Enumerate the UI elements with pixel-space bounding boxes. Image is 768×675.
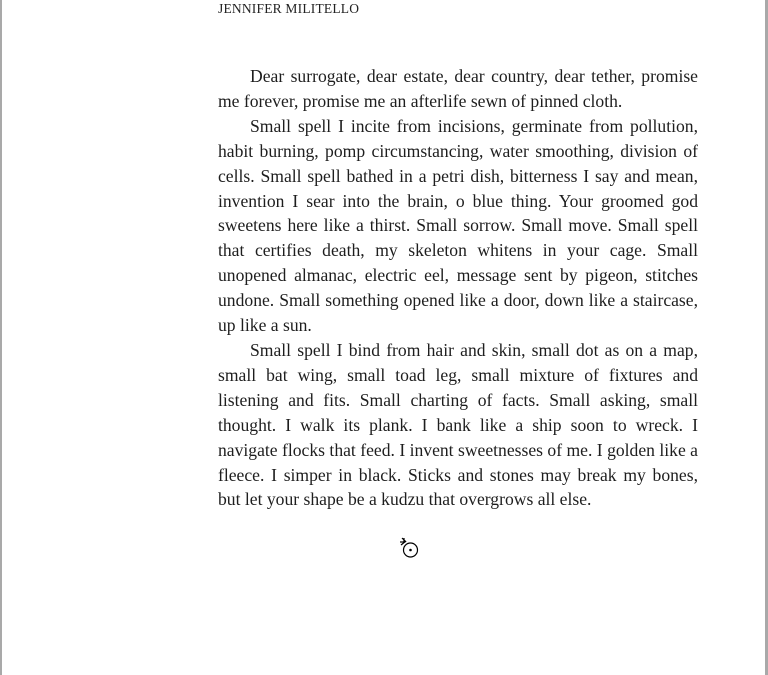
paragraph-1: Dear surrogate, dear estate, dear country, dear tether, promise me forever, promise me an afterlife sewn of pinned cloth. [218, 66, 698, 111]
poem-body [218, 64, 698, 512]
busy-pointer-icon-svg [398, 537, 422, 561]
running-head: JENNIFER MILITELLO [218, 1, 360, 16]
busy-pointer-icon [398, 537, 422, 561]
paragraph-3: Small spell I bind from hair and skin, small dot as on a map, small bat wing, small toad leg, small mixture of fixtures and listening and fits. Small charting of facts. Small asking, small thought. I walk its plank. I bank like a ship soon to wreck. I navigate flocks that feed. I invent sweetnesses of me. I golden like a fleece. I simper in black. Sticks and stones may break my bones, but let your shape be a kudzu that overgrows all else. [218, 339, 698, 510]
paragraph-2: Small spell I incite from incisions, germinate from pollution, habit burning, pomp circumstancing, water smoothing, division of cells. Small spell bathed in a petri dish, bitterness I say and mean, invention I sear into the brain, o blue thing. Your groomed god sweetens here like a thirst. Small sorrow. Small move. Small spell that certifies death, my skeleton whitens in your cage. Small unopened almanac, electric eel, message sent by pigeon, stitches undone. Small something opened like a door, down like a staircase, up like a sun. [218, 115, 698, 336]
